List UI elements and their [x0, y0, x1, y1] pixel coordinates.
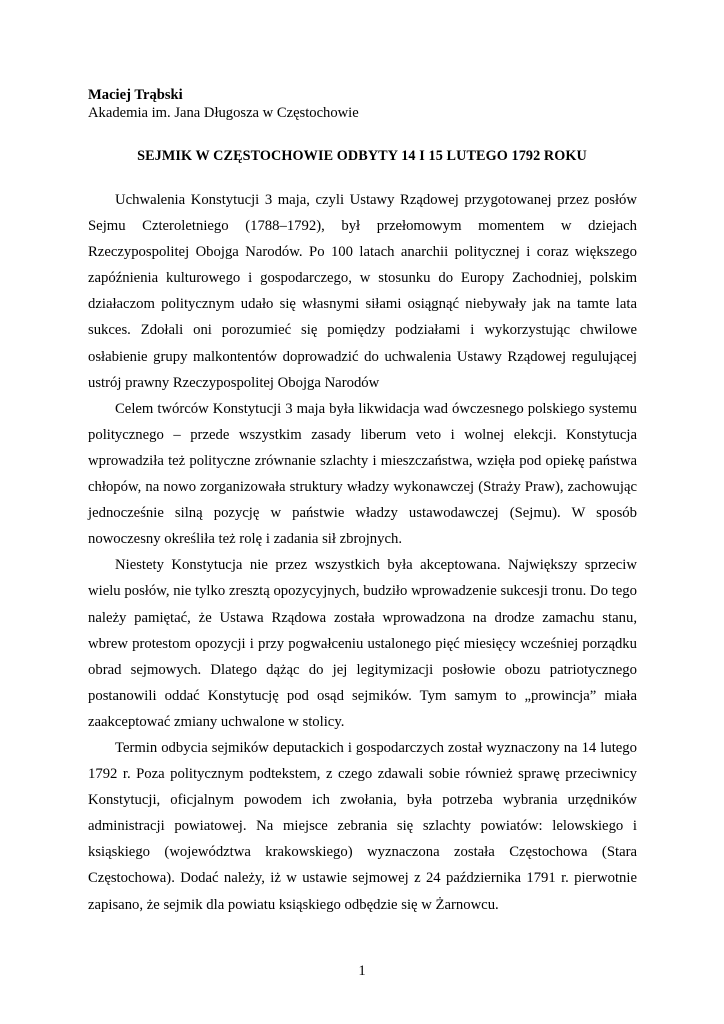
author-affiliation: Akademia im. Jana Długosza w Częstochowie: [88, 105, 359, 121]
paragraph-4: Termin odbycia sejmików deputackich i gospodarczych został wyznaczony na 14 lutego 1792 r. Poza politycznym podtekstem, z czego zdawali sobie również sprawę przeciwnicy Konstytucji, oficjalnym powodem ich zwołania, była potrzeba wybrania urzędników administracji powiatowej. Na miejsce zebrania się szlachty powiatów: lelowskiego i ksiąskiego (województwa krakowskiego) wyznaczona została Częstochowa (Stara Częstochowa). Dodać należy, iż w ustawie sejmowej z 24 października 1791 r. pierwotnie zapisano, że sejmik dla powiatu ksiąskiego odbędzie się w Żarnowcu.: [88, 739, 637, 913]
paragraph-3: Niestety Konstytucja nie przez wszystkich była akceptowana. Największy sprzeciw wielu posłów, nie tylko zresztą opozycyjnych, budziło wprowadzenie sukcesji tronu. Do tego należy pamiętać, że Ustawa Rządowa została wprowadzona na drodze zamachu stanu, wbrew protestom opozycji i przy pogwałceniu ustalonego pięć miesięcy wcześniej porządku obrad sejmowych. Dlatego dążąc do jej legitymizacji posłowie obozu patriotycznego postanowili oddać Konstytucję pod osąd sejmików. Tym samym to „prowincja” miała zaakceptować zmiany uchwalone w stolicy.: [88, 557, 637, 730]
paragraph-1: Uchwalenia Konstytucji 3 maja, czyli Ustawy Rządowej przygotowanej przez posłów Sejmu Czteroletniego (1788–1792), był przełomowym momentem w dziejach Rzeczypospolitej Obojga Narodów. Po 100 latach anarchii politycznej i coraz większego zapóźnienia kulturowego i gospodarczego, w stosunku do Europy Zachodniej, polskim działaczom politycznym udało się własnymi siłami osiągnąć niebywały jak na tamte lata sukces. Zdołali oni porozumieć się pomiędzy podziałami i wykorzystując chwilowe osłabienie grupy malkontentów doprowadzić do uchwalenia Ustawy Rządowej regulującej ustrój prawny Rzeczypospolitej Obojga Narodów: [88, 192, 637, 391]
paper-title: SEJMIK W CZĘSTOCHOWIE ODBYTY 14 I 15 LUTEGO 1792 ROKU: [137, 148, 587, 164]
author-name: Maciej Trąbski: [88, 87, 183, 103]
paragraph-2: Celem twórców Konstytucji 3 maja była likwidacja wad ówczesnego polskiego systemu politycznego – przede wszystkim zasady liberum veto i wolnej elekcji. Konstytucja wprowadziła też polityczne zrównanie szlachty i mieszczaństwa, wzięła pod opiekę państwa chłopów, na nowo zorganizowała struktury władzy wykonawczej (Straży Praw), zachowując jednocześnie silną pozycję w państwie władzy ustawodawczej (Sejmu). W sposób nowoczesny określiła też rolę i zadania sił zbrojnych.: [88, 400, 637, 548]
author-block: [88, 86, 359, 122]
page-number: 1: [358, 963, 366, 979]
body-text: [88, 187, 637, 918]
